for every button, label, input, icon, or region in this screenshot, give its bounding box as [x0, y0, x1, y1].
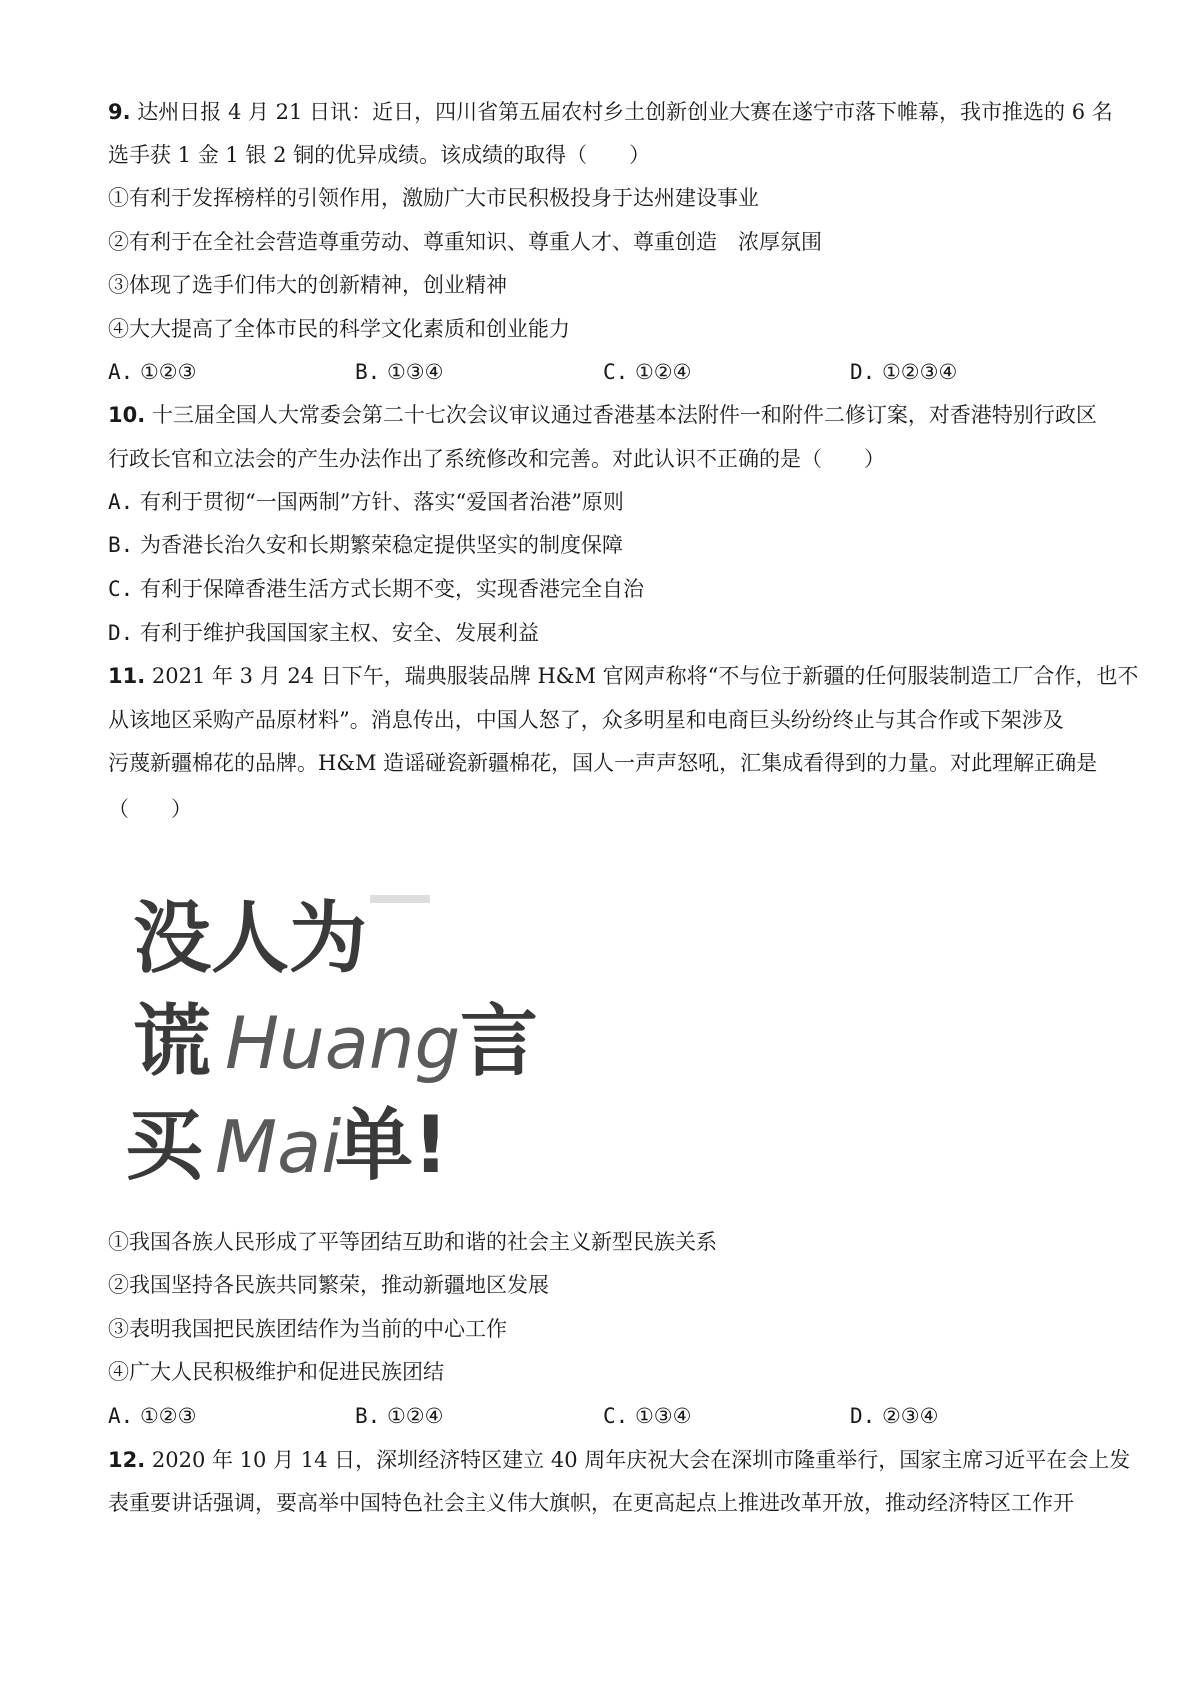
q12-stem-line1	[108, 1446, 1130, 1474]
q9-option-d: D. ①②③④	[850, 360, 958, 384]
q12-stem-text1: 2020 年 10 月 14 日，深圳经济特区建立 40 周年庆祝大会在深圳市隆重举行，国家主席习近平在会上发	[151, 1448, 1131, 1472]
q9-item-1: ①有利于发挥榜样的引领作用，激励广大市民积极投身于达州建设事业	[108, 186, 759, 210]
poster-line2-char-c: 言	[460, 997, 539, 1087]
q11-option-a: A. ①②③	[108, 1404, 197, 1428]
q11-item-3: ③表明我国把民族团结作为当前的中心工作	[108, 1317, 507, 1341]
q12-stem-line2: 表重要讲话强调，要高举中国特色社会主义伟大旗帜，在更高起点上推进改革开放，推动经济特区工作开	[108, 1491, 1074, 1515]
q11-stem-line3: 污蔑新疆棉花的品牌。H&M 造谣碰瓷新疆棉花，国人一声声怒吼，汇集成看得到的力量。对此理解正确是	[108, 751, 1098, 775]
q12-number: 12.	[108, 1448, 146, 1472]
q11-number: 11.	[108, 664, 146, 688]
q11-stem-text1: 2021 年 3 月 24 日下午，瑞典服装品牌 H&M 官网声称将“不与位于新疆的任何服装制造工厂合作，也不	[151, 664, 1139, 688]
q9-number: 9.	[108, 100, 131, 124]
q10-option-d: D. 有利于维护我国国家主权、安全、发展利益	[108, 621, 539, 645]
poster-line1: 没人为	[133, 894, 368, 984]
q9-item-2: ②有利于在全社会营造尊重劳动、尊重知识、尊重人才、尊重创造 浓厚氛围	[108, 230, 822, 254]
q11-item-4: ④广大人民积极维护和促进民族团结	[108, 1360, 444, 1384]
q10-option-c: C. 有利于保障香港生活方式长期不变，实现香港完全自治	[108, 577, 644, 601]
q11-item-2: ②我国坚持各民族共同繁荣，推动新疆地区发展	[108, 1273, 549, 1297]
slogan-poster-image	[125, 890, 545, 1210]
poster-line2-latin: Huang	[225, 1001, 461, 1085]
q10-stem-line2: 行政长官和立法会的产生办法作出了系统修改和完善。对此认识不正确的是（ ）	[108, 447, 885, 471]
q9-stem-text1: 达州日报 4 月 21 日讯：近日，四川省第五届农村乡土创新创业大赛在遂宁市落下帷幕，我市推选的 6 名	[137, 100, 1113, 124]
q9-option-b: B. ①③④	[355, 360, 444, 384]
q10-number: 10.	[108, 403, 146, 427]
q9-stem-line2: 选手获 1 金 1 银 2 铜的优异成绩。该成绩的取得（ ）	[108, 143, 651, 167]
q9-item-3: ③体现了选手们伟大的创新精神，创业精神	[108, 273, 507, 297]
q11-stem-line4: （ ）	[108, 797, 192, 821]
q9-option-a: A. ①②③	[108, 360, 197, 384]
q10-stem-text1: 十三届全国人大常委会第二十七次会议审议通过香港基本法附件一和附件二修订案，对香港特别行政区	[151, 403, 1097, 427]
q11-option-c: C. ①③④	[603, 1404, 692, 1428]
poster-line3-latin: Mai	[215, 1105, 342, 1189]
q10-stem-line1	[108, 401, 1097, 429]
poster-line3-char-c: 单!	[335, 1101, 449, 1191]
q10-option-a: A. 有利于贯彻“一国两制”方针、落实“爱国者治港”原则	[108, 490, 624, 514]
q9-item-4: ④大大提高了全体市民的科学文化素质和创业能力	[108, 317, 570, 341]
poster-line2-char-a: 谎	[133, 997, 212, 1087]
q11-item-1: ①我国各族人民形成了平等团结互助和谐的社会主义新型民族关系	[108, 1230, 717, 1254]
q9-stem-line1	[108, 98, 1113, 126]
q11-stem-line2: 从该地区采购产品原材料”。消息传出，中国人怒了，众多明星和电商巨头纷纷终止与其合作或下架涉及	[108, 708, 1064, 732]
poster-line3-char-a: 买	[125, 1101, 204, 1191]
q10-option-b: B. 为香港长治久安和长期繁荣稳定提供坚实的制度保障	[108, 533, 623, 557]
q11-stem-line1	[108, 662, 1138, 690]
q9-option-c: C. ①②④	[603, 360, 692, 384]
q11-option-d: D. ②③④	[850, 1404, 939, 1428]
q11-option-b: B. ①②④	[355, 1404, 444, 1428]
